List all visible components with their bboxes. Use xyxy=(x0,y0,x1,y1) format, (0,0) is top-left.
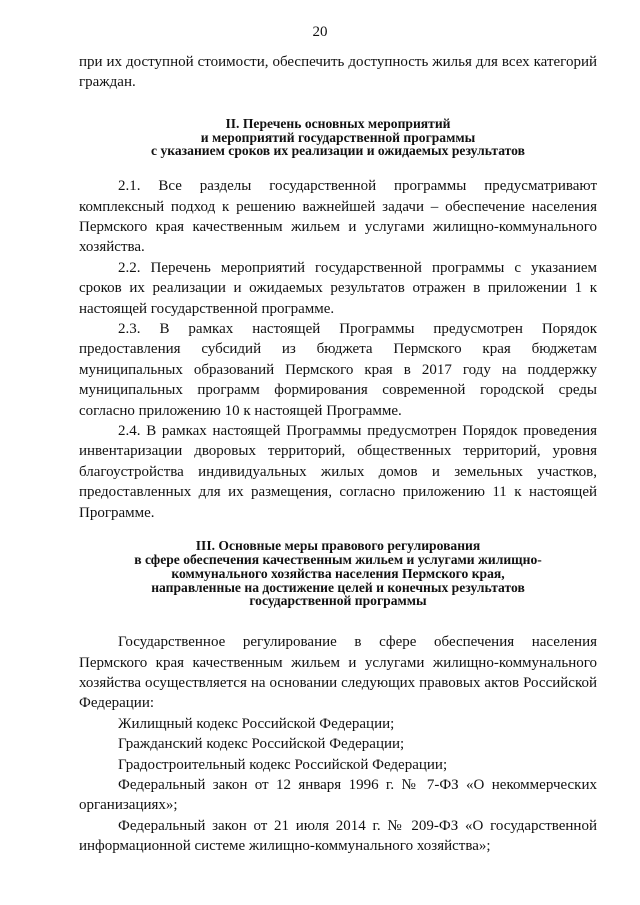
legal-act-item: Жилищный кодекс Российской Федерации; xyxy=(118,715,395,732)
paragraph-2-2: 2.2. Перечень мероприятий государственной программы с указанием сроков их реализации и ожидаемых результатов отражен в приложении 1 к настоящей государственной программе. xyxy=(79,259,597,317)
legal-basis-paragraph: Государственное регулирование в сфере обеспечения населения Пермского края качественным жильем и услугами жилищно-коммунального хозяйства осуществляется на основании следующих правовых актов Российской Федерации: xyxy=(79,634,597,712)
document-body xyxy=(79,52,597,857)
section-3-heading-line: государственной программы xyxy=(249,593,427,609)
legal-act-item: Градостроительный кодекс Российской Федерации; xyxy=(118,756,448,773)
section-3-heading xyxy=(79,539,597,608)
section-3-body xyxy=(79,632,597,856)
section-2-heading-line: и мероприятий государственной программы xyxy=(200,129,476,145)
paragraph-2-4: 2.4. В рамках настоящей Программы предусмотрен Порядок проведения инвентаризации дворовых территорий, общественных территорий, уровня благоустройства индивидуальных жилых домов и земельных участков, предоставленных для их размещения, согласно приложению 11 к настоящей Программе. xyxy=(79,423,597,521)
intro-paragraph: при их доступной стоимости, обеспечить доступность жилья для всех категорий граждан. xyxy=(79,54,597,91)
section-3-heading-line: направленные на достижение целей и конечных результатов xyxy=(151,579,525,595)
section-3-heading-line: в сфере обеспечения качественным жильем и услугами жилищно- xyxy=(134,551,542,567)
section-2-heading-line: с указанием сроков их реализации и ожидаемых результатов xyxy=(151,143,525,159)
section-2-heading-line: II. Перечень основных мероприятий xyxy=(225,115,451,131)
section-2-heading xyxy=(79,117,597,158)
legal-act-item: Федеральный закон от 21 июля 2014 г. № 209-ФЗ «О государственной информационной системе жилищно-коммунального хозяйства»; xyxy=(79,817,597,855)
page-number: 20 xyxy=(312,24,328,40)
legal-act-item: Федеральный закон от 12 января 1996 г. № 7-ФЗ «О некоммерческих организациях»; xyxy=(79,776,597,814)
section-3-heading-line: III. Основные меры правового регулирования xyxy=(195,538,481,554)
section-3-heading-line: коммунального хозяйства населения Пермского края, xyxy=(171,565,505,581)
section-2-body xyxy=(79,176,597,523)
legal-act-item: Гражданский кодекс Российской Федерации; xyxy=(118,736,405,753)
paragraph-2-3: 2.3. В рамках настоящей Программы предусмотрен Порядок предоставления субсидий из бюджета Пермского края бюджетам муниципальных образований Пермского края в 2017 году на поддержку муниципальных программ формирования современной городской среды согласно приложению 10 к настоящей Программе. xyxy=(79,321,597,419)
paragraph-2-1: 2.1. Все разделы государственной программы предусматривают комплексный подход к решению важнейшей задачи – обеспечение населения Пермского края качественным жильем и услугами жилищно-коммунального хозяйства. xyxy=(79,178,597,256)
